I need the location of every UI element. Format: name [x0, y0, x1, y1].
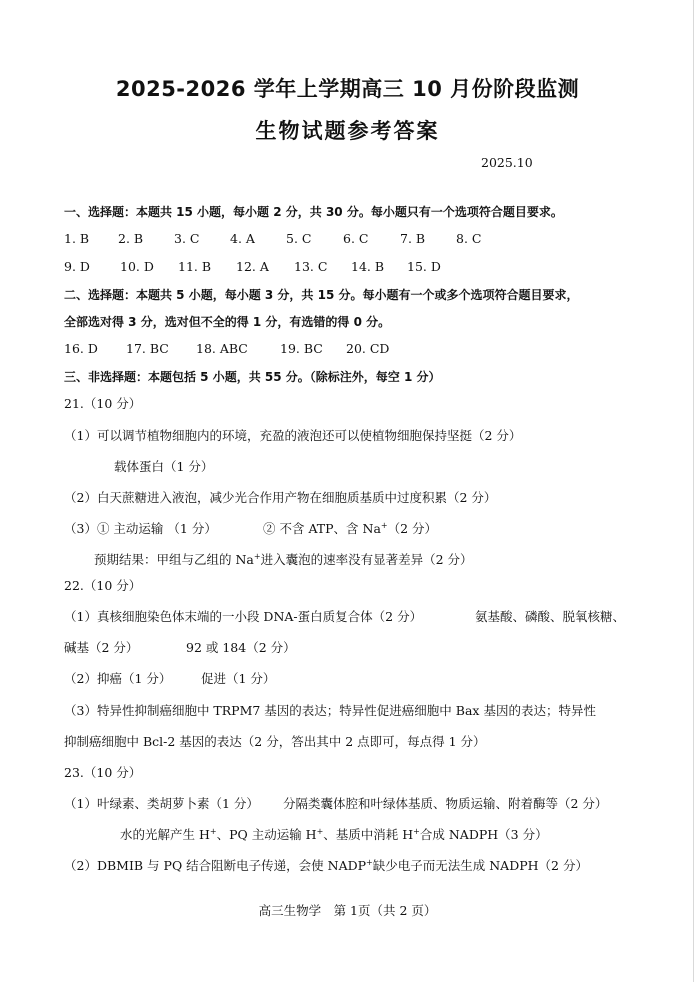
superscript: + [413, 826, 420, 836]
date-label: 2025.10 [481, 155, 533, 170]
q22-line1a: （1）真核细胞染色体末端的一小段 DNA-蛋白质复合体（2 分） [64, 609, 423, 624]
text-segment: 、PQ 主动运输 H [216, 827, 317, 842]
q22-line5: 抑制癌细胞中 Bcl-2 基因的表达（2 分，答出其中 2 点即可，每点得 1 分） [64, 734, 486, 749]
answer-item: 18. ABC [196, 341, 248, 356]
answer-item: 5. C [286, 231, 312, 246]
q21-label: 21.（10 分） [64, 396, 142, 411]
q23-label: 23.（10 分） [64, 765, 142, 780]
section2-answers [64, 341, 389, 357]
page-footer: 高三生物学 第 1页（共 2 页） [258, 903, 437, 918]
answer-item: 6. C [343, 231, 369, 246]
q23-line3 [64, 858, 588, 874]
q22-line3b: 促进（1 分） [201, 671, 276, 686]
page-subtitle: 生物试题参考答案 [255, 119, 440, 143]
section2-heading-line2: 全部选对得 3 分，选对但不全的得 1 分，有选错的得 0 分。 [64, 315, 391, 329]
q22-line1b: 氨基酸、磷酸、脱氧核糖、 [475, 609, 626, 624]
answer-item: 13. C [294, 259, 328, 274]
text-segment: （2 分） [387, 521, 438, 536]
page-title: 2025-2026 学年上学期高三 10 月份阶段监测 [115, 77, 580, 101]
section2-heading-line1: 二、选择题：本题共 5 小题，每小题 3 分，共 15 分。每小题有一个或多个选项符合题目要求， [64, 288, 579, 302]
q21-line4a: （3）① 主动运输 （1 分） [64, 521, 217, 536]
superscript: + [316, 826, 324, 836]
answer-item: 3. C [174, 231, 200, 246]
text-segment: 进入囊泡的速率没有显著差异（2 分） [260, 552, 473, 567]
q21-line1: （1）可以调节植物细胞内的环境，充盈的液泡还可以使植物细胞保持坚挺（2 分） [64, 428, 522, 443]
q22-line4: （3）特异性抑制癌细胞中 TRPM7 基因的表达；特异性促进癌细胞中 Bax 基因的表达；特异性 [64, 703, 596, 718]
q22-label: 22.（10 分） [64, 578, 142, 593]
text-segment: 合成 NADPH（3 分） [419, 827, 548, 842]
text-segment: 缺少电子而无法生成 NADPH（2 分） [372, 858, 588, 873]
answer-item: 11. B [178, 259, 212, 274]
answer-item: 12. A [236, 259, 269, 274]
superscript: + [209, 826, 217, 836]
answer-item: 15. D [407, 259, 441, 274]
text-segment: 预期结果：甲组与乙组的 Na [94, 552, 254, 567]
answer-item: 2. B [118, 231, 144, 246]
q23-line2 [120, 827, 548, 843]
superscript: + [380, 520, 388, 530]
q23-line1a: （1）叶绿素、类胡萝卜素（1 分） [64, 796, 259, 811]
text-segment: 水的光解产生 H [120, 827, 210, 842]
answer-item: 10. D [120, 259, 154, 274]
page-edge [693, 0, 694, 982]
superscript: + [366, 857, 373, 867]
answer-item: 9. D [64, 259, 90, 274]
text-segment: ② 不含 ATP、含 Na [263, 521, 381, 536]
superscript: + [253, 551, 261, 561]
text-segment: （2）DBMIB 与 PQ 结合阻断电子传递，会使 NADP [64, 858, 367, 873]
section1-answers-row1 [64, 231, 481, 247]
answer-item: 16. D [64, 341, 98, 356]
section1-heading: 一、选择题：本题共 15 小题，每小题 2 分，共 30 分。每小题只有一个选项符合题目要求。 [64, 205, 563, 219]
answer-item: 4. A [230, 231, 255, 246]
answer-item: 7. B [400, 231, 426, 246]
q23-line1b: 分隔类囊体腔和叶绿体基质、物质运输、附着酶等（2 分） [283, 796, 608, 811]
answer-item: 14. B [351, 259, 385, 274]
text-segment: 、基质中消耗 H [323, 827, 414, 842]
q21-line3: （2）白天蔗糖进入液泡，减少光合作用产物在细胞质基质中过度积累（2 分） [64, 490, 497, 505]
q22-line3a: （2）抑癌（1 分） [64, 671, 172, 686]
q22-line2a: 碱基（2 分） [64, 640, 139, 655]
answer-item: 19. BC [280, 341, 323, 356]
answer-item: 8. C [456, 231, 482, 246]
q22-line2b: 92 或 184（2 分） [186, 640, 296, 655]
q21-line5 [94, 552, 473, 568]
answer-item: 17. BC [126, 341, 169, 356]
section1-answers-row2 [64, 259, 441, 275]
q21-line2: 载体蛋白（1 分） [114, 459, 214, 474]
q21-line4b [263, 521, 437, 537]
answer-item: 20. CD [346, 341, 390, 356]
answer-item: 1. B [64, 231, 90, 246]
section3-heading: 三、非选择题：本题包括 5 小题，共 55 分。（除标注外，每空 1 分） [64, 370, 441, 384]
